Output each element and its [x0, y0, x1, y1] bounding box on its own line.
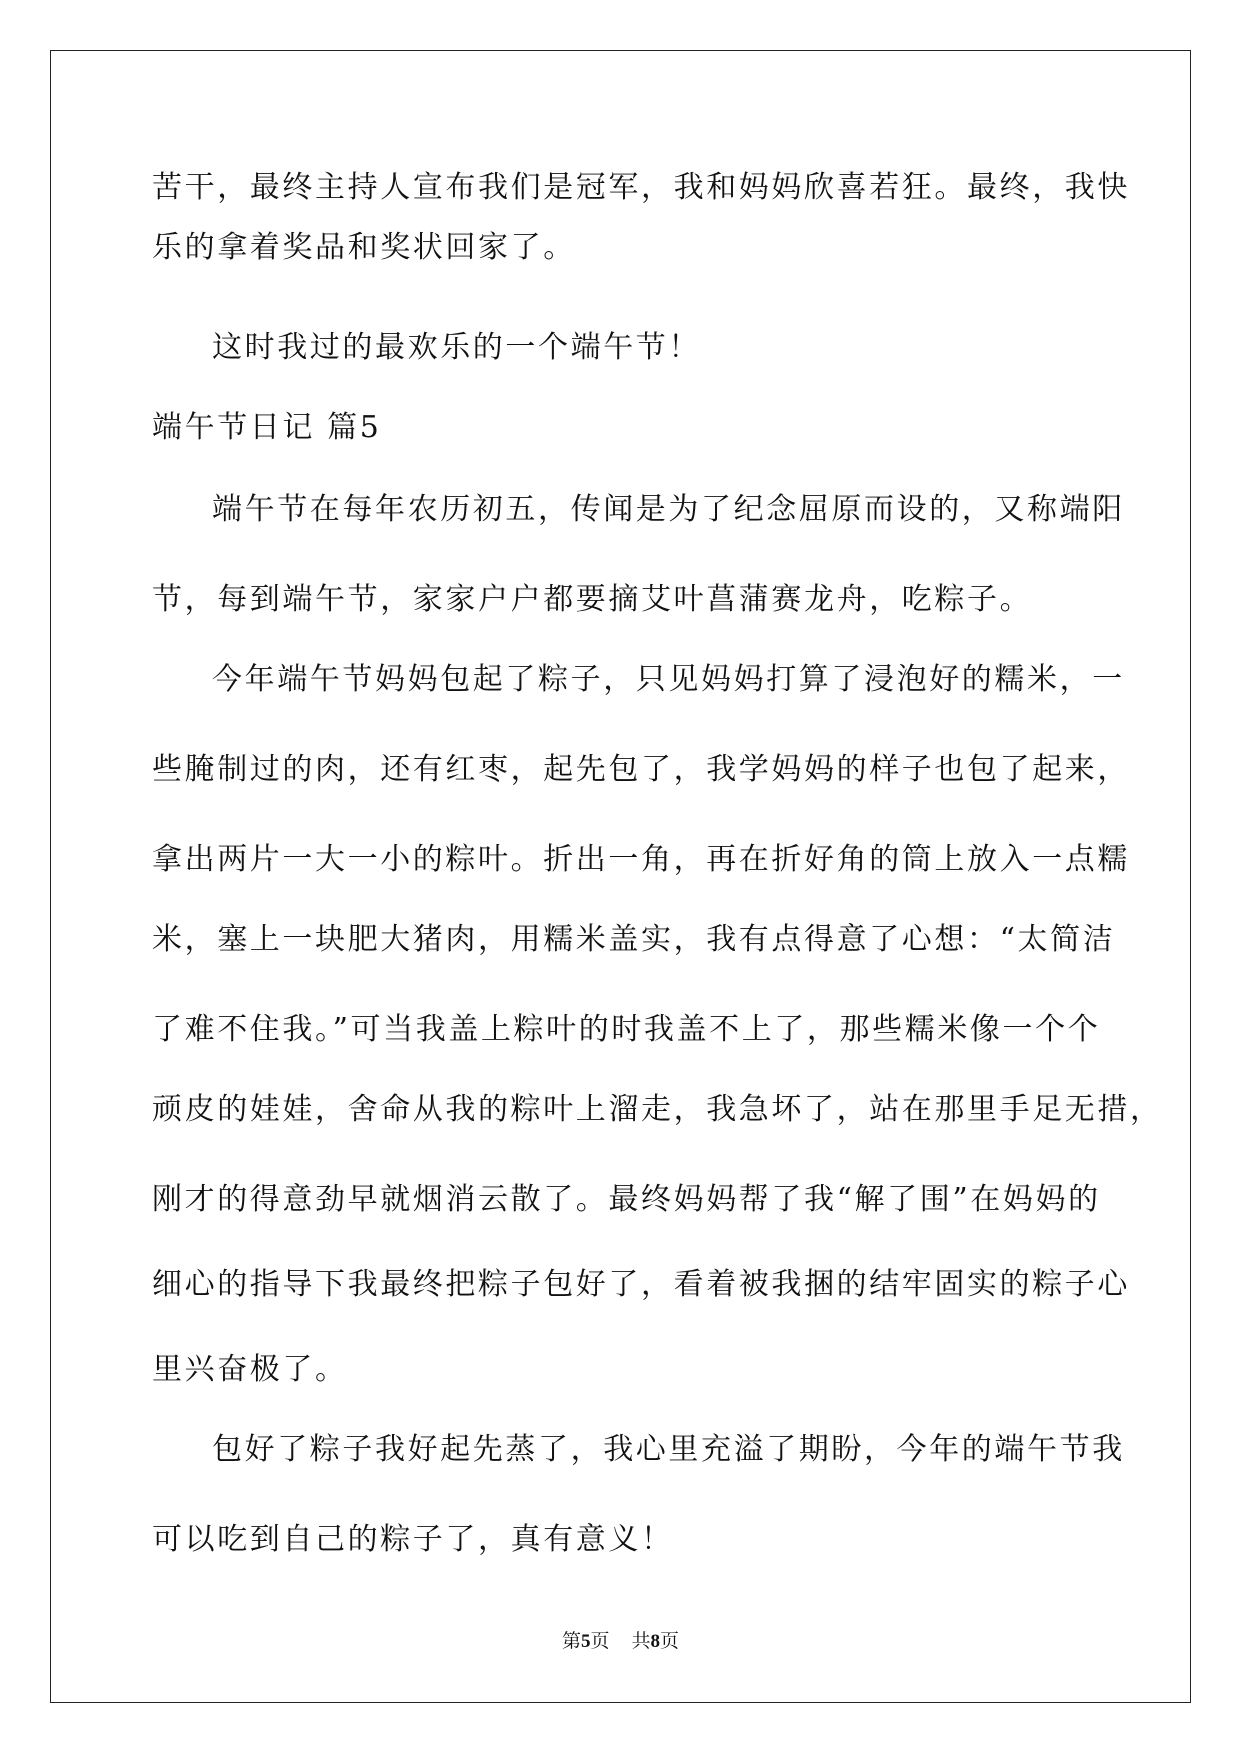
text-line: 乐的拿着奖品和奖状回家了。	[152, 230, 576, 265]
text-line: 苦干，最终主持人宣布我们是冠军，我和妈妈欣喜若狂。最终，我快	[152, 170, 1130, 205]
paragraph-line: 这时我过的最欢乐的一个端午节！	[212, 330, 701, 365]
page-prefix: 第	[561, 1630, 581, 1652]
page-footer	[0, 1626, 1241, 1653]
text-line: 节，每到端午节，家家户户都要摘艾叶菖蒲赛龙舟，吃粽子。	[152, 582, 1033, 617]
text-line: 拿出两片一大一小的粽叶。折出一角，再在折好角的筒上放入一点糯	[152, 842, 1130, 877]
paragraph-line: 今年端午节妈妈包起了粽子，只见妈妈打算了浸泡好的糯米，一	[212, 662, 1125, 697]
paragraph-line: 端午节在每年农历初五，传闻是为了纪念屈原而设的，又称端阳	[212, 492, 1125, 527]
section-heading: 端午节日记 篇5	[152, 410, 382, 445]
text-line: 顽皮的娃娃，舍命从我的粽叶上溜走，我急坏了，站在那里手足无措，	[152, 1092, 1163, 1127]
text-line: 细心的指导下我最终把粽子包好了，看着被我捆的结牢固实的粽子心	[152, 1267, 1130, 1302]
current-page-number: 5	[580, 1631, 591, 1652]
total-suffix: 页	[660, 1630, 680, 1652]
text-line: 可以吃到自己的粽子了，真有意义！	[152, 1522, 674, 1557]
page-suffix: 页	[590, 1630, 610, 1652]
text-line: 刚才的得意劲早就烟消云散了。最终妈妈帮了我“解了围”在妈妈的	[152, 1182, 1101, 1217]
text-line: 里兴奋极了。	[152, 1352, 348, 1387]
text-line: 了难不住我。”可当我盖上粽叶的时我盖不上了，那些糯米像一个个	[152, 1012, 1101, 1047]
text-line: 米，塞上一块肥大猪肉，用糯米盖实，我有点得意了心想：“太简洁	[152, 922, 1116, 957]
text-line: 些腌制过的肉，还有红枣，起先包了，我学妈妈的样子也包了起来，	[152, 752, 1130, 787]
total-prefix: 共	[631, 1630, 651, 1652]
paragraph-line: 包好了粽子我好起先蒸了，我心里充溢了期盼，今年的端午节我	[212, 1432, 1125, 1467]
total-page-number: 8	[650, 1631, 661, 1652]
